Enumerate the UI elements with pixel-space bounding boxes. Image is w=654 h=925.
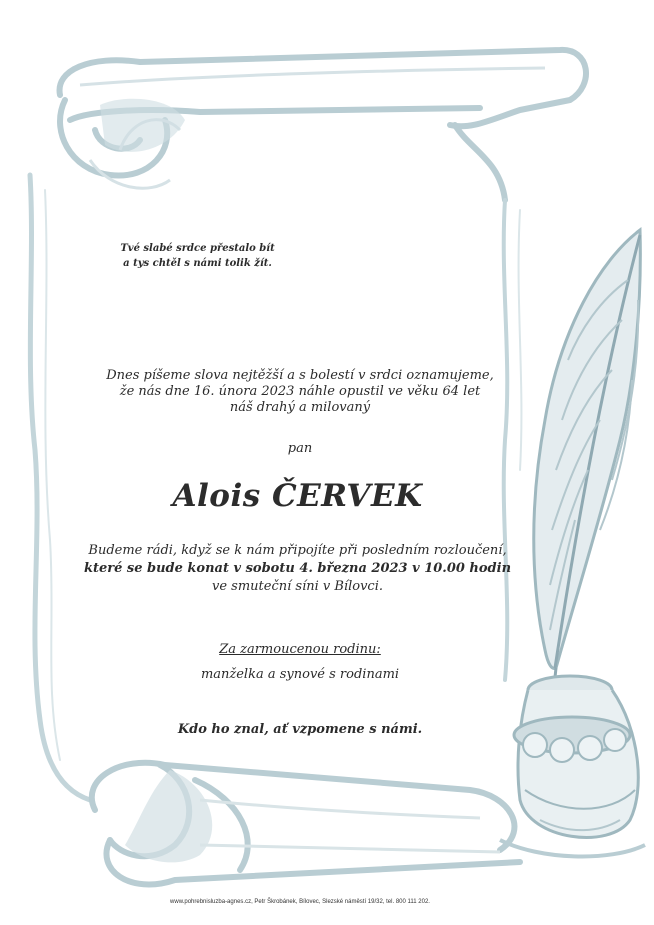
- memorial-motto: [110, 241, 285, 271]
- mourners-heading: Za zarmoucenou rodinu:: [219, 642, 381, 657]
- announcement-line: že nás dne 16. února 2023 náhle opustil ve věku 64 let: [119, 384, 481, 399]
- title-prefix: pan: [287, 441, 313, 456]
- announcement-line: náš drahý a milovaný: [229, 400, 371, 415]
- quill-illustration: [534, 230, 641, 705]
- motto-line: Tvé slabé srdce přestalo bít: [120, 243, 275, 254]
- invitation-line: Budeme rádi, když se k nám připojíte při posledním rozloučení,: [88, 543, 507, 558]
- announcement-line: Dnes píšeme slova nejtěžší a s bolestí v srdci oznamujeme,: [106, 368, 494, 383]
- invitation-place-line: ve smuteční síni v Bílovci.: [212, 579, 383, 594]
- funeral-service-footer: www.pohrebnisluzba-agnes.cz, Petr Škrobánek, Bílovec, Slezské náměstí 19/32, tel. 800 111 202.: [170, 899, 430, 905]
- mourners-list: manželka a synové s rodinami: [200, 667, 400, 682]
- deceased-name: Alois ČERVEK: [172, 478, 423, 514]
- funeral-invitation: [70, 542, 525, 596]
- invitation-date-line: které se bude konat v sobotu 4. března 2023 v 10.00 hodin: [83, 561, 512, 576]
- inkwell-illustration: [500, 676, 645, 856]
- motto-line: a tys chtěl s námi tolik žít.: [123, 258, 272, 269]
- death-announcement: [100, 368, 500, 416]
- portrait-photo: [318, 176, 446, 342]
- closing-line: Kdo ho znal, ať vzpomene s námi.: [177, 722, 423, 737]
